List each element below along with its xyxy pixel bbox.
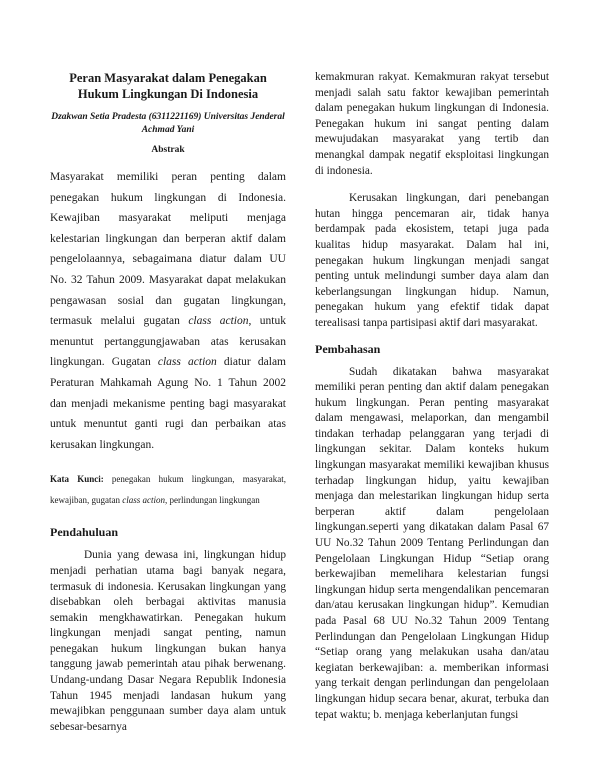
abstract-text: Masyarakat memiliki peran penting dalam penegakan hukum lingkungan di Indonesia. Kewajiban masyarakat meliputi menjaga kelestarian lingkungan dan berperan aktif dalam pengelolaannya, sebagaimana diatur dalam UU No. 32 Tahun 2009. Masyarakat dapat melakukan pengawasan sosial dan gugatan lingkungan, termasuk melalui gugatan class action, untuk menuntut pertanggungjawaban atas kerusakan lingkungan. Gugatan class action diatur dalam Peraturan Mahkamah Agung No. 1 Tahun 2002 dan menjadi mekanisme penting bagi masyarakat untuk menuntut ganti rugi dan perbaikan atas kerusakan lingkungan. [50, 171, 286, 451]
paper-title: Peran Masyarakat dalam Penegakan Hukum Lingkungan Di Indonesia [69, 71, 267, 101]
section-heading-pembahasan: Pembahasan [315, 341, 381, 356]
paragraph-continuation: kemakmuran rakyat. Kemakmuran rakyat tersebut menjadi salah satu faktor kewajiban pemerintah dalam penegakan hukum lingkungan di Indonesia. Penegakan hukum ini sangat penting dalam mewujudakan masyarakat yang tertib dan menangkal dampak negatif eksploitasi lingkungan di indonesia. [315, 71, 549, 177]
keywords: Kata Kunci: penegakan hukum lingkungan, masyarakat, kewajiban, gugatan class action, perlindungan lingkungan [50, 474, 286, 506]
left-column [50, 70, 286, 735]
author-line: Dzakwan Setia Pradesta (6311221169) Universitas Jenderal Achmad Yani [51, 112, 285, 135]
right-column [315, 70, 549, 723]
pembahasan-paragraph: Sudah dikatakan bahwa masyarakat memiliki peran penting dan aktif dalam penegakan hukum lingkungan. Peran penting masyarakat dalam mengawasi, melaporkan, dan mengambil tindakan terhadap pelanggaran yang terjadi di lingkungan sekitar. Dalam konteks hukum lingkungan masyarakat memiliki kewajiban khusus terhadap lingkungan hidup, yaitu kewajiban menjaga dan melestarikan lingkungan hidup serta berperan aktif dalam pengelolaan lingkungan.seperti yang dikatakan dalam Pasal 67 UU No.32 Tahun 2009 Tentang Perlindungan dan Pengelolaan Lingkungan Hidup “Setiap orang berkewajiban memelihara kelestarian fungsi lingkungan hidup serta mengendalikan pencemaran dan/atau kerusakan lingkungan hidup”. Kemudian pada Pasal 68 UU No.32 Tahun 2009 Tentang Perlindungan dan Pengelolaan Lingkungan Hidup “Setiap orang yang melakukan usaha dan/atau kegiatan berkewajiban: a. memberikan informasi yang terkait dengan perlindungan dan pengelolaan lingkungan hidup secara benar, akurat, terbuka dan tepat waktu; b. menjaga keberlanjutan fungsi [315, 365, 549, 721]
section-heading-pendahuluan: Pendahuluan [50, 525, 119, 540]
keywords-label: Kata Kunci: [50, 474, 104, 485]
paragraph-kerusakan: Kerusakan lingkungan, dari penebangan hutan hingga pencemaran air, tidak hanya berdampak pada ekosistem, tetapi juga pada kualitas hidup masyarakat. Dalam hal ini, penegakan hukum lingkungan menjadi sangat penting untuk melindungi sumber daya alam dan keberlangsungan lingkungan hidup. Namun, penegakan hukum yang efektif tidak dapat terealisasi tanpa partisipasi aktif dari masyarakat. [315, 192, 549, 329]
abstract-heading: Abstrak [151, 145, 185, 155]
intro-paragraph: Dunia yang dewasa ini, lingkungan hidup menjadi perhatian utama bagi banyak negara, termasuk di indonesia. Kerusakan lingkungan yang disebabkan oleh berbagai aktivitas manusia semakin mengkhawatirkan. Penegakan hukum lingkungan menjadi sangat penting, namun penegakan hukum lingkungan bukan hanya tanggung jawab pemerintah atau pihak berwenang. Undang-undang Dasar Negara Republik Indonesia Tahun 1945 menjadi landasan hukum yang mewajibkan penggunaan sumber daya alam untuk sebesar-besarnya [50, 549, 286, 733]
